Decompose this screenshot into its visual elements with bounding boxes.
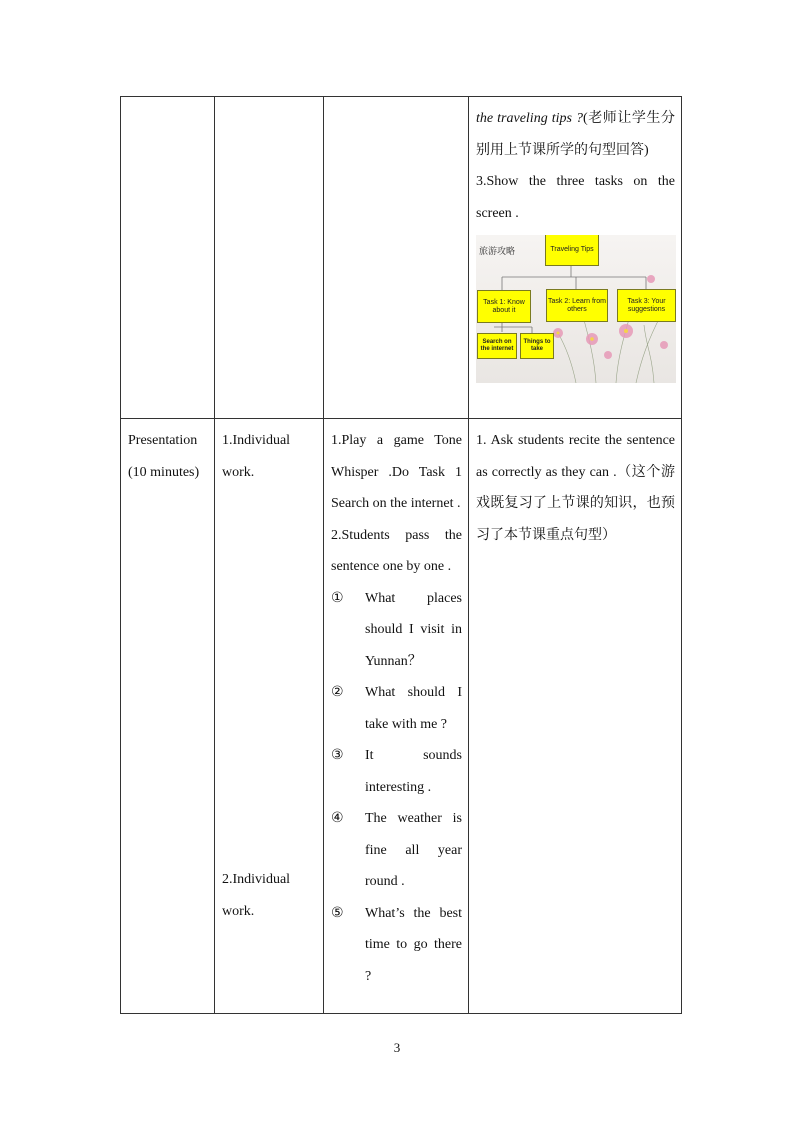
list-item — [331, 677, 462, 740]
list-item — [331, 803, 462, 898]
table-row — [121, 97, 682, 419]
list-text: What places should I visit in Yunnan？ — [365, 590, 462, 669]
question-chinese: (老师让学生分别用上节课所学的句型回答) — [476, 111, 675, 158]
list-text: The weather is fine all year round . — [365, 811, 462, 889]
list-number: ④ — [331, 810, 344, 826]
stage-label: Presentation (10 minutes) — [128, 433, 200, 480]
lesson-plan-table — [120, 96, 682, 1014]
list-text: What’s the best time to go there ? — [365, 905, 462, 984]
cell-mode — [215, 419, 324, 1014]
cell-stage — [121, 419, 215, 1014]
box-traveling-tips: Traveling Tips — [545, 235, 599, 266]
box-task-2: Task 2: Learn from others — [546, 289, 608, 322]
teacher-step-3: 3.Show the three tasks on the screen . — [476, 174, 675, 221]
mode-2: 2.Individual work. — [222, 872, 291, 919]
box-search-internet: Search on the internet — [477, 333, 517, 359]
box-things-to-take: Things to take — [520, 333, 554, 359]
list-item — [331, 898, 462, 993]
list-number: ③ — [331, 747, 344, 763]
box-task-3: Task 3: Your suggestions — [617, 289, 676, 322]
mode-1: 1.Individual work. — [222, 433, 291, 480]
cell-teacher-activity — [469, 97, 682, 419]
list-item — [331, 740, 462, 803]
question-english: the traveling tips ? — [476, 111, 584, 126]
list-text: What should I take with me ? — [365, 685, 462, 732]
sentence-list — [331, 583, 462, 993]
student-step-1: 1.Play a game Tone Whisper .Do Task 1 Search on the internet . — [331, 433, 462, 511]
cell-student-empty — [324, 97, 469, 419]
cell-mode-empty — [215, 97, 324, 419]
cell-student-activity — [324, 419, 469, 1014]
box-task-1: Task 1: Know about it — [477, 290, 531, 323]
traveling-tips-diagram — [476, 235, 676, 383]
student-step-2: 2.Students pass the sentence one by one . — [331, 527, 462, 574]
list-item — [331, 583, 462, 678]
teacher-step-1: 1. Ask students recite the sentence as correctly as they can .（这个游戏既复习了上节课的知识，也预习了本节课重点句型） — [476, 433, 675, 543]
list-text: It sounds interesting . — [365, 748, 462, 795]
teacher-question-text — [476, 103, 675, 166]
list-number: ① — [331, 589, 344, 606]
cell-stage-empty — [121, 97, 215, 419]
table-row — [121, 419, 682, 1014]
diagram-title: 旅游攻略 — [479, 247, 516, 257]
list-number: ② — [331, 684, 344, 700]
cell-teacher-activity-2 — [469, 419, 682, 1014]
list-number: ⑤ — [331, 904, 344, 921]
page-number: 3 — [393, 1040, 401, 1055]
mode-spacer — [222, 488, 317, 864]
